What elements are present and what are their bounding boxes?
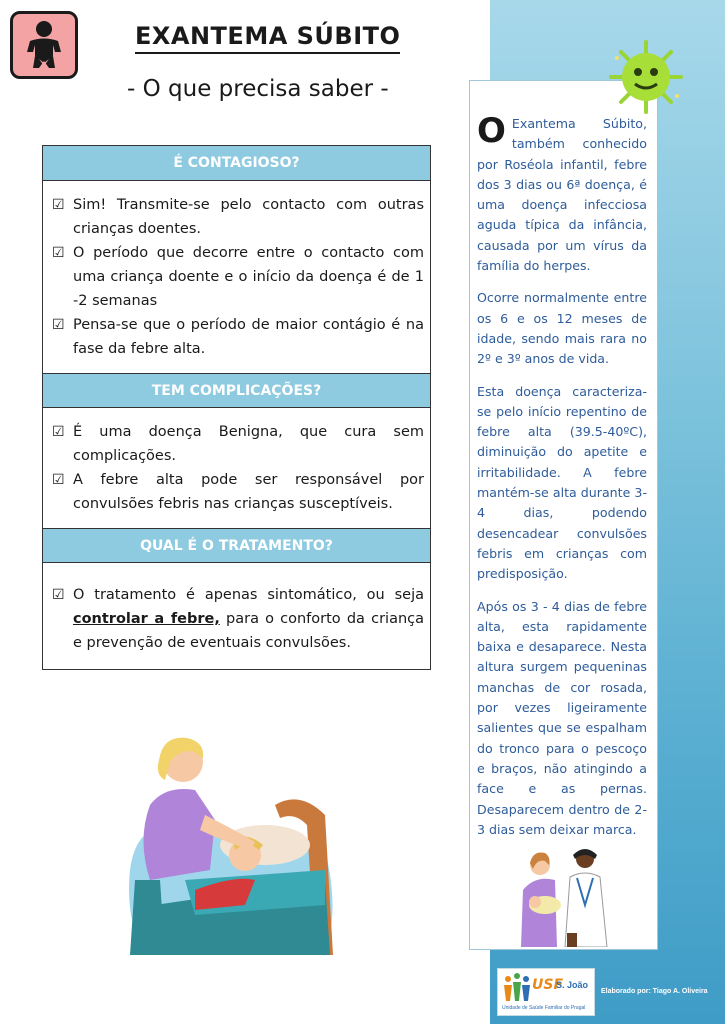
info-paragraph: Esta doença caracteriza-se pelo início repentino de febre alta (39.5-40ºC), diminuição do apetite e irritabilidade. A febre mantém-se alta durante 3-4 dias, podendo desencadear convulsões febris em crianças com predisposição. xyxy=(477,383,647,582)
checkbox-checked-icon: ☑ xyxy=(52,197,65,213)
section-heading-complications: TEM COMPLICAÇÕES? xyxy=(43,373,430,408)
info-paragraph: Ocorre normalmente entre os 6 e os 12 meses de idade, sendo mais rara no 2º e 3º anos de vida. xyxy=(477,290,647,367)
list-item: ☑ É uma doença Benigna, que cura sem complicações. xyxy=(73,420,424,468)
section-body-treatment xyxy=(43,563,430,667)
dropcap: O xyxy=(477,111,506,151)
list-item: ☑ Sim! Transmite-se pelo contacto com outras crianças doentes. xyxy=(73,193,424,241)
usf-logo: USF S. João Unidade de Saúde Familiar do Pragal xyxy=(497,968,595,1016)
checkbox-checked-icon: ☑ xyxy=(52,317,65,333)
mother-doctor-illustration xyxy=(515,845,615,947)
info-text xyxy=(477,111,647,852)
section-body-complications xyxy=(43,408,430,528)
checkbox-checked-icon: ☑ xyxy=(52,472,65,488)
emphasis-text: controlar a febre, xyxy=(73,611,220,627)
checkbox-checked-icon: ☑ xyxy=(52,587,65,603)
virus-germ-icon xyxy=(607,38,685,116)
section-body-contagious xyxy=(43,181,430,373)
faq-panel xyxy=(42,145,431,670)
checkbox-checked-icon: ☑ xyxy=(52,424,65,440)
page-subtitle: - O que precisa saber - xyxy=(127,76,389,102)
list-item: ☑ A febre alta pode ser responsável por convulsões febris nas crianças susceptíveis. xyxy=(73,468,424,516)
nurse-caring-child-illustration xyxy=(125,730,340,955)
list-item: ☑ O período que decorre entre o contacto com uma criança doente e o início da doença é de 1 -2 semanas xyxy=(73,241,424,313)
checkbox-checked-icon: ☑ xyxy=(52,245,65,261)
info-paragraph: O Exantema Súbito, também conhecido por Roséola infantil, febre dos 3 dias ou 6ª doença, é uma doença infecciosa aguda típica da infância, causada por um vírus da família do herpes. xyxy=(477,111,647,274)
list-item: ☑ Pensa-se que o período de maior contágio é na fase da febre alta. xyxy=(73,313,424,361)
list-item: ☑ O tratamento é apenas sintomático, ou seja controlar a febre, para o conforto da criança e prevenção de eventuais convulsões. xyxy=(73,583,424,655)
section-heading-contagious: É CONTAGIOSO? xyxy=(43,146,430,181)
info-paragraph: Após os 3 - 4 dias de febre alta, esta rapidamente baixa e desaparece. Nesta altura surgem pequeninas manchas de cor rosada, por vezes ligeiramente salientes que se espalham do tronco para o pescoço e braços, não atingindo a face e as pernas. Desaparecem dentro de 2-3 dias sem deixar marca. xyxy=(477,598,647,837)
page-title: EXANTEMA SÚBITO xyxy=(135,20,400,54)
section-heading-treatment: QUAL É O TRATAMENTO? xyxy=(43,528,430,563)
author-credit: Elaborado por: Tiago A. Oliveira xyxy=(601,988,708,995)
baby-icon xyxy=(10,11,78,79)
usf-people-logo-icon xyxy=(500,971,534,1005)
